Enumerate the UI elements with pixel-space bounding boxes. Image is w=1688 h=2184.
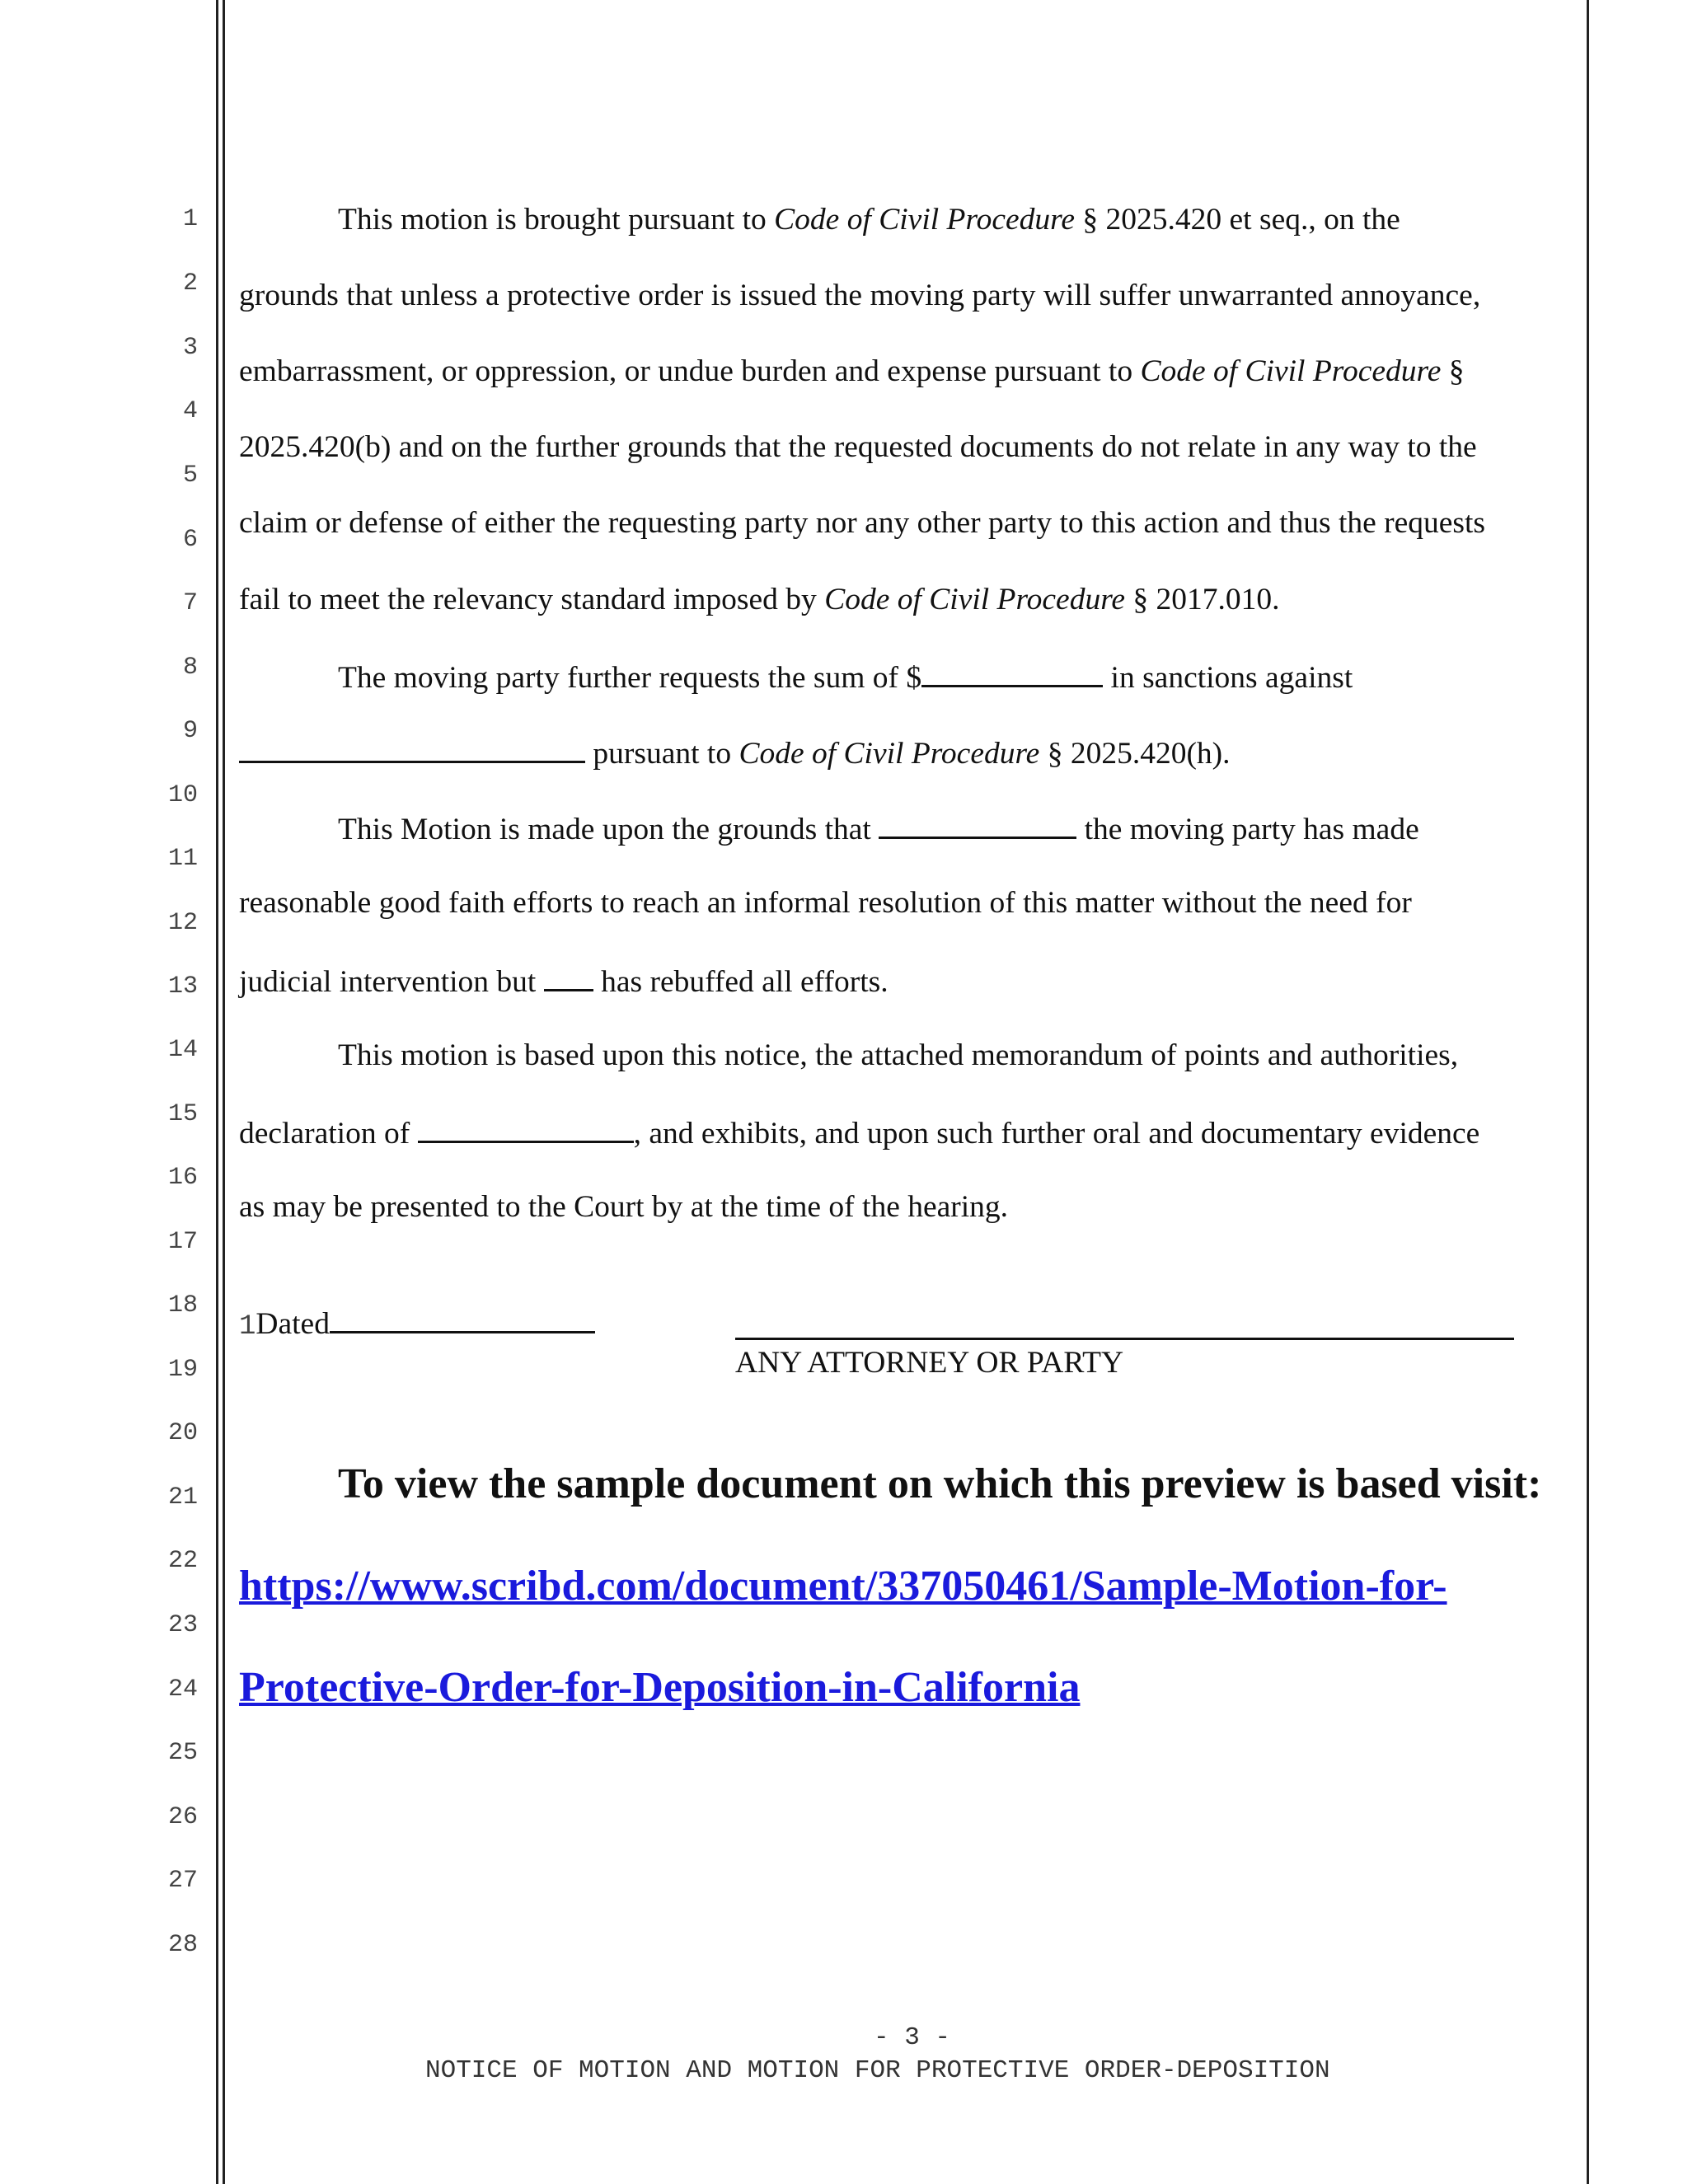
line-number: 23 xyxy=(167,1611,198,1639)
paragraph-4-line-1: This motion is based upon this notice, the attached memorandum of points and authorities, xyxy=(338,1038,1459,1072)
line-number: 14 xyxy=(167,1036,198,1064)
line-number: 24 xyxy=(167,1675,198,1704)
paragraph-1-line-1 xyxy=(338,204,1400,236)
paragraph-4-line-3: as may be presented to the Court by at the time of the hearing. xyxy=(239,1190,1009,1224)
source-link-line-1[interactable]: https://www.scribd.com/document/337050461/Sample-Motion-for- xyxy=(239,1563,1447,1610)
citation: Code of Civil Procedure xyxy=(774,203,1076,237)
line-number: 3 xyxy=(182,334,198,362)
document-page xyxy=(239,0,1574,2184)
text: § xyxy=(1441,354,1465,388)
text: fail to meet the relevancy standard imposed by xyxy=(239,583,825,616)
citation: Code of Civil Procedure xyxy=(1140,354,1442,388)
line-number: 16 xyxy=(167,1164,198,1192)
paragraph-3-line-2: reasonable good faith efforts to reach an informal resolution of this matter without the need for xyxy=(239,886,1412,920)
declarant-blank xyxy=(418,1116,634,1143)
line-number: 20 xyxy=(167,1419,198,1447)
footer-title: NOTICE OF MOTION AND MOTION FOR PROTECTIVE ORDER-DEPOSITION xyxy=(425,2056,1330,2085)
line-number: 18 xyxy=(167,1291,198,1319)
line-number: 13 xyxy=(167,972,198,1001)
paragraph-1-line-6 xyxy=(239,584,1280,616)
line-number: 8 xyxy=(182,654,198,682)
line-number: 12 xyxy=(167,909,198,937)
line-number: 2 xyxy=(182,269,198,298)
line-number: 26 xyxy=(167,1803,198,1831)
line-number: 1 xyxy=(182,205,198,233)
text: the moving party has made xyxy=(1076,813,1419,846)
text: The moving party further requests the sum of $ xyxy=(338,661,922,695)
paragraph-3-line-3 xyxy=(239,964,889,998)
text: , and exhibits, and upon such further oral and documentary evidence xyxy=(633,1117,1480,1151)
signature-line xyxy=(735,1338,1514,1340)
signer-label: ANY ATTORNEY OR PARTY xyxy=(735,1346,1124,1380)
text: in sanctions against xyxy=(1103,661,1353,695)
text: § 2025.420 et seq., on the xyxy=(1075,203,1400,237)
line-number: 6 xyxy=(182,526,198,554)
text: has rebuffed all efforts. xyxy=(593,965,889,999)
line-number: 27 xyxy=(167,1867,198,1895)
line-number: 25 xyxy=(167,1739,198,1767)
sanctions-amount-blank xyxy=(921,660,1103,687)
text: § 2017.010. xyxy=(1125,583,1280,616)
dated-line xyxy=(239,1306,595,1341)
line-number: 17 xyxy=(167,1228,198,1256)
left-margin-rule-outer xyxy=(216,0,218,2184)
paragraph-1-line-2: grounds that unless a protective order is issued the moving party will suffer unwarranted annoyance, xyxy=(239,279,1481,312)
sanctioned-party-blank xyxy=(239,736,585,763)
paragraph-1-line-3 xyxy=(239,356,1464,387)
line-marker: 1 xyxy=(239,1311,256,1343)
citation: Code of Civil Procedure xyxy=(824,583,1126,616)
paragraph-1-line-4: 2025.420(b) and on the further grounds that the requested documents do not relate in any way to the xyxy=(239,430,1477,464)
text: pursuant to xyxy=(585,737,739,771)
line-number: 7 xyxy=(182,589,198,617)
line-number: 11 xyxy=(167,845,198,873)
text: judicial intervention but xyxy=(239,965,544,999)
text: embarrassment, or oppression, or undue burden and expense pursuant to xyxy=(239,354,1141,388)
text: This Motion is made upon the grounds that xyxy=(338,813,879,846)
right-margin-rule xyxy=(1587,0,1589,2184)
line-number: 21 xyxy=(167,1483,198,1511)
pleading-line-numbers xyxy=(0,0,206,2184)
party-blank xyxy=(544,964,593,991)
paragraph-4-line-2 xyxy=(239,1116,1479,1150)
citation: Code of Civil Procedure xyxy=(738,737,1040,771)
date-blank xyxy=(330,1306,595,1333)
line-number: 9 xyxy=(182,717,198,745)
dated-label: Dated xyxy=(256,1307,330,1341)
line-number: 15 xyxy=(167,1100,198,1128)
text: § 2025.420(h). xyxy=(1039,737,1231,771)
line-number: 5 xyxy=(182,462,198,490)
text: declaration of xyxy=(239,1117,418,1151)
line-number: 28 xyxy=(167,1931,198,1959)
text: This motion is brought pursuant to xyxy=(338,203,775,237)
line-number: 4 xyxy=(182,397,198,425)
left-margin-rule-inner xyxy=(223,0,225,2184)
paragraph-2-line-2 xyxy=(239,736,1231,770)
paragraph-1-line-5: claim or defense of either the requesting party nor any other party to this action and thus the requests xyxy=(239,506,1486,540)
source-link-line-2[interactable]: Protective-Order-for-Deposition-in-California xyxy=(239,1664,1081,1711)
paragraph-3-line-1 xyxy=(338,812,1419,846)
line-number: 22 xyxy=(167,1547,198,1575)
preview-heading: To view the sample document on which this preview is based visit: xyxy=(338,1460,1542,1507)
line-number: 19 xyxy=(167,1356,198,1384)
paragraph-2-line-1 xyxy=(338,660,1353,694)
grounds-blank xyxy=(879,812,1076,839)
page-number: - 3 - xyxy=(874,2023,951,2052)
line-number: 10 xyxy=(167,781,198,809)
